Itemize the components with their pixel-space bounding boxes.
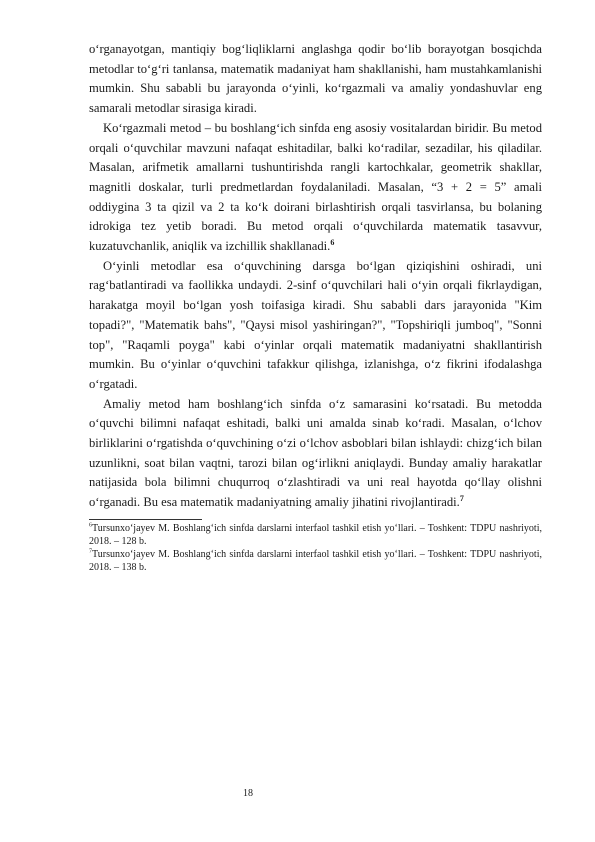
document-page [89, 40, 542, 574]
footnote-7 [89, 548, 542, 574]
paragraph-2 [89, 119, 542, 257]
footnote-7-text: Tursunxo‘jayev M. Boshlang‘ich sinfda darslarni interfaol tashkil etish yo‘llari. – Toshkent: TDPU nashriyoti, 2018. – 138 b. [89, 548, 542, 573]
paragraph-2-text: Ko‘rgazmali metod – bu boshlang‘ich sinfda eng asosiy vositalardan biridir. Bu metod orqali o‘quvchilar mavzuni nafaqat eshitadilar, balki ko‘radilar, sezadilar, his qiladilar. Masalan, arifmetik amallarni tushuntirishda rangli kartochkalar, geometrik shakllar, magnitli doskalar, turli predmetlardan foydalaniladi. Masalan, “3 + 2 = 5” amali oddiygina 3 ta qizil va 2 ta ko‘k doirani birlashtirish orqali tasvirlansa, bu bolaning idrokiga tez yetib boradi. Bu metod orqali o‘quvchilarda matematik tasavvur, kuzatuvchanlik, aniqlik va izchillik shakllanadi. [89, 120, 542, 254]
page-number: 18 [243, 788, 253, 799]
footnote-6-text: Tursunxo‘jayev M. Boshlang‘ich sinfda darslarni interfaol tashkil etish yo‘llari. – Toshkent: TDPU nashriyoti, 2018. – 128 b. [89, 522, 542, 547]
footnote-ref-6[interactable]: 6 [330, 237, 335, 247]
paragraph-4 [89, 395, 542, 513]
footnote-6 [89, 522, 542, 548]
paragraph-1-text: o‘rganayotgan, mantiqiy bog‘liqliklarni anglashga qodir bo‘lib borayotgan bosqichda metodlar to‘g‘ri tanlansa, matematik madaniyat ham shakllanishi, ham mustahkamlanishi mumkin. Shu sababli bu jarayonda o‘yinli, ko‘rgazmali va amaliy yondashuvlar eng samarali metodlar sirasiga kiradi. [89, 42, 542, 116]
footnote-ref-7[interactable]: 7 [459, 493, 464, 503]
paragraph-3-text: O‘yinli metodlar esa o‘quvchining darsga bo‘lgan qiziqishini oshiradi, uni rag‘batlantiradi va faollikka undaydi. 2-sinf o‘quvchilari hali o‘yin orqali fikrlaydigan, harakatga moyil bo‘lgan yosh toifasiga kiradi. Shu sababli dars jarayonida "Kim topadi?", "Matematik bahs", "Qaysi misol yashiringan?", "Topshiriqli jumboq", "Sonni top", "Raqamli poyga" kabi o‘yinlar orqali matematik madaniyatni shakllantirish mumkin. Bu o‘yinlar o‘quvchini tafakkur qilishga, izlanishga, o‘z fikrini ifodalashga o‘rgatadi. [89, 258, 542, 391]
paragraph-3 [89, 257, 542, 395]
paragraph-1 [89, 40, 542, 119]
paragraph-4-text: Amaliy metod ham boshlang‘ich sinfda o‘z samarasini ko‘rsatadi. Bu metodda o‘quvchi bilimni nafaqat eshitadi, balki uni amalda sinab ko‘radi. Masalan, o‘lchov birliklarini o‘rgatishda o‘quvchining o‘zi o‘lchov asboblari bilan ishlaydi: chizg‘ich bilan uzunlikni, soat bilan vaqtni, tarozi bilan og‘irlikni aniqlaydi. Bunday amaliy harakatlar natijasida bola bilimni chuqurroq o‘zlashtiradi va uni real hayotda qo‘llay olishni o‘rganadi. Bu esa matematik madaniyatning amaliy jihatini rivojlantiradi. [89, 396, 542, 510]
footnote-7-number: 7 [89, 548, 92, 555]
footnote-6-number: 6 [89, 522, 92, 529]
footnote-divider [89, 519, 202, 520]
